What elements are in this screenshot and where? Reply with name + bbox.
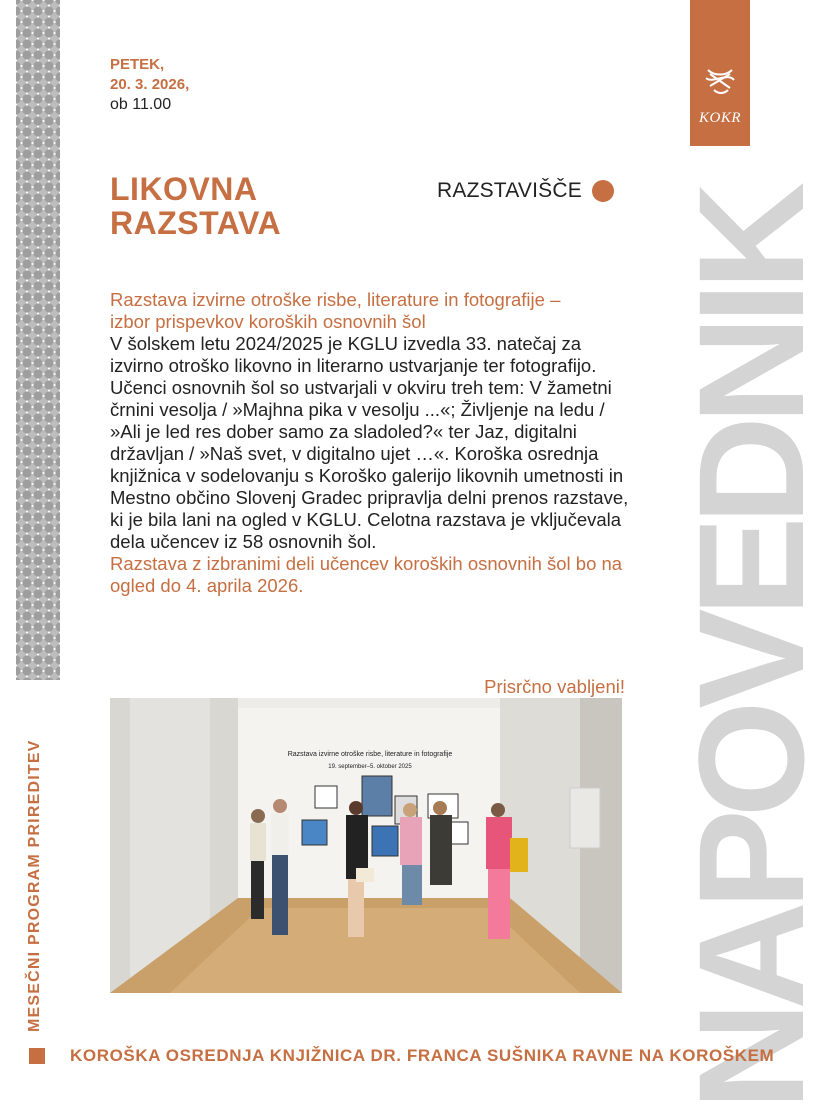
closing-text: Razstava z izbranimi deli učencev koroških osnovnih šol bo na ogled do 4. aprila 2026. [110, 553, 623, 596]
footer-square-marker [29, 1048, 45, 1064]
body-text: V šolskem letu 2024/2025 je KGLU izvedla 33. natečaj za izvirno otroško likovno in literarno ustvarjanje ter fotografijo. Učenci osnovnih šol so ustvarjali v okviru treh tem: V žametni črnini vesolja / »Majhna pika v vesolju ...«; Življenje na ledu / »Ali je led res dober samo za sladoled?« ter Jaz, digitalni državljan / »Naš svet, v digitalno ujet …«. Koroška osrednja knjižnica v sodelovanju s Koroško galerijo likovnih umetnosti in Mestno občino Slovenj Gradec pripravlja delni prenos razstave, ki je bila lani na ogled v KGLU. Celotna razstava je vključevala dela učencev iz 58 osnovnih šol. [110, 333, 629, 552]
logo-text: KOKR [698, 110, 741, 126]
event-datetime [110, 55, 189, 115]
napovednik-watermark: NAPOVEDNIK [667, 189, 835, 1110]
exhibition-photo [110, 698, 622, 993]
event-date: 20. 3. 2026, [110, 76, 190, 93]
event-description [110, 289, 630, 597]
event-time: ob 11.00 [110, 96, 172, 113]
photo-exhibit-dates: 19. september–5. oktober 2025 [328, 764, 412, 770]
dot-pattern [16, 0, 60, 680]
photo-exhibit-title: Razstava izvirne otroške risbe, literature in fotografije [287, 751, 453, 758]
title-line-1: LIKOVNA [110, 171, 258, 207]
subtitle-line-2: izbor prispevkov koroških osnovnih šol [110, 311, 426, 332]
event-day: PETEK, [110, 56, 165, 73]
monthly-program-label: MESEČNI PROGRAM PRIREDITEV [26, 739, 43, 1032]
footer-library-name: KOROŠKA OSREDNJA KNJIŽNICA DR. FRANCA SUŠNIKA RAVNE NA KOROŠKEM [70, 1046, 775, 1065]
venue-text: RAZSTAVIŠČE [437, 179, 582, 202]
title-line-2: RAZSTAVA [110, 205, 282, 241]
venue-dot-icon [592, 180, 614, 202]
logo-box [690, 0, 750, 146]
welcome-text: Prisrčno vabljeni! [484, 676, 625, 697]
subtitle-line-1: Razstava izvirne otroške risbe, literature in fotografije – [110, 289, 561, 310]
venue-label [437, 179, 614, 203]
page-title [110, 172, 281, 240]
